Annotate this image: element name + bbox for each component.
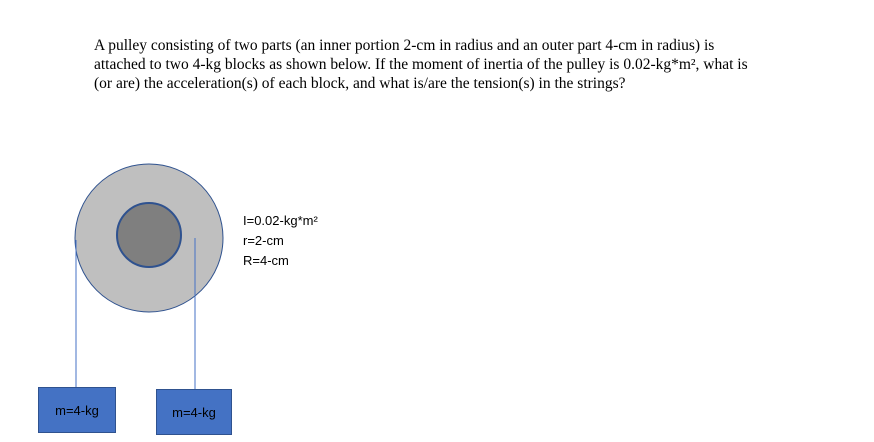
inner-pulley — [117, 203, 181, 267]
inner-radius-label: r=2-cm — [243, 233, 284, 248]
left-block-label: m=4-kg — [55, 402, 99, 418]
problem-line-3: (or are) the acceleration(s) of each block, and what is/are the tension(s) in the strings? — [94, 75, 626, 92]
pulley-parameters — [243, 211, 318, 271]
right-block — [156, 389, 232, 435]
outer-radius-label: R=4-cm — [243, 253, 289, 268]
problem-line-2: attached to two 4-kg blocks as shown below. If the moment of inertia of the pulley is 0.02-kg*m², what is — [94, 56, 748, 73]
inertia-label: I=0.02-kg*m² — [243, 213, 318, 228]
right-block-label: m=4-kg — [172, 404, 216, 420]
left-block — [38, 387, 116, 433]
problem-line-1: A pulley consisting of two parts (an inner portion 2-cm in radius and an outer part 4-cm in radius) is — [94, 37, 715, 54]
